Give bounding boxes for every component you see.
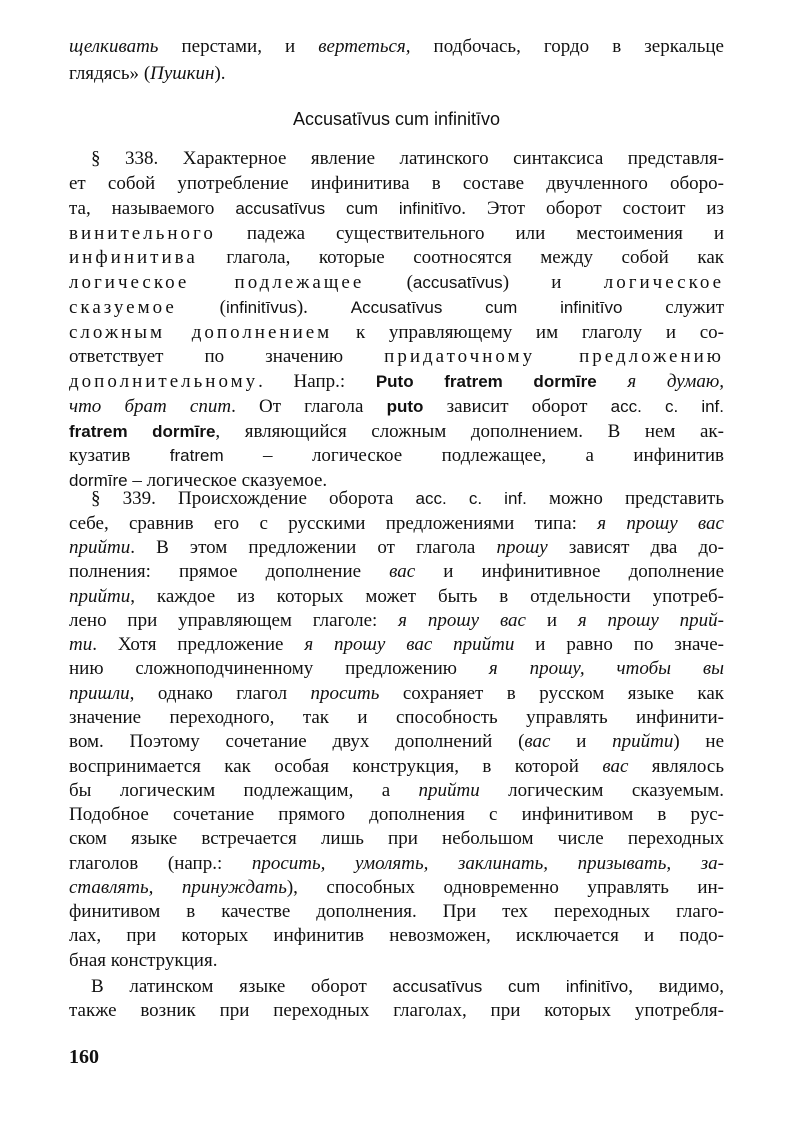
text: , видимо, [628,976,724,997]
text: ) и [502,272,604,293]
text: и инфинитивное дополнение [415,561,725,582]
text: . В этом предложении от глагола [130,537,497,558]
text: ответствует по значению [69,346,385,367]
text-line [69,633,724,657]
text: – логическое сказуемое. [127,470,328,491]
latin-term: infinitīvus [225,298,297,317]
text-line [69,536,724,560]
italic-text: я прошу вас [597,513,724,534]
text-line [69,560,724,584]
text: нию сложноподчиненному предложению [69,658,489,679]
text-line [69,779,724,803]
text: перстами, и [158,36,319,57]
text: ) не [673,731,725,752]
text-line [69,975,724,999]
text: , однако глагол [129,683,311,704]
latin-term: fratrem [169,446,224,465]
latin-term: dormīre [69,471,128,490]
text-line [69,876,724,900]
spaced-term: инфинитива [69,247,198,268]
text: себе, сравнив его с русскими предложениями типа: [69,513,598,534]
text: , каждое из которых может быть в отдельности употреб- [130,586,724,607]
latin-term: Accusatīvus cum infinitīvo [350,298,623,317]
text: ). [296,297,351,318]
text: ), способных одновременно управлять ин- [286,877,725,898]
spaced-term: логическое подлежащее [69,272,365,293]
text-line [69,370,724,394]
text-line [69,62,724,86]
text-line [69,296,724,320]
text: и [550,731,613,752]
text-line [69,827,724,851]
text: можно представить [526,488,724,509]
text: служит [622,297,725,318]
text-line [69,172,724,196]
text: зависит оборот [423,396,611,417]
text: . Этот оборот состоит из [461,198,724,219]
italic-text: просить, умолять, заклинать, призывать, за- [251,853,724,874]
text: § 339. Происхождение оборота [91,488,416,509]
italic-text: что брат спит [69,396,232,417]
italic-text: щелкивать [69,36,159,57]
text: та, называемого [69,198,236,219]
text: значение переходного, так и способность управлять инфинити- [69,707,724,728]
latin-example: puto [386,397,424,416]
text: воспринимается как особая конструкция, в которой [69,756,603,777]
text-line [69,487,724,511]
italic-text: вас [389,561,416,582]
text-line [69,246,724,270]
italic-text: вертеться, [318,36,411,57]
text-line [69,852,724,876]
text: ( [364,272,413,293]
text-line [69,321,724,345]
latin-example: fratrem dormīre [69,422,216,441]
text: . От глагола [231,396,387,417]
text: кузатив [69,445,170,466]
italic-text: прийти [69,537,131,558]
text-line [69,271,724,295]
text: , являющийся сложным дополнением. В нем ак- [215,421,724,442]
text: . Напр.: [258,371,376,392]
text: и [526,610,578,631]
text: – логическое подлежащее, а инфинитив [223,445,724,466]
section-heading: Accusatīvus cum infinitīvo [292,109,501,129]
text: глядясь» [69,63,140,84]
text-line [69,682,724,706]
text-line [69,420,724,444]
text: лено при управляющем глаголе: [69,610,399,631]
latin-term: accusatīvus cum infinitīvo [235,199,462,218]
italic-text: вас [602,756,629,777]
text-line [69,222,724,246]
latin-term: acc. c. inf. [610,397,724,416]
text: являлось [628,756,725,777]
text: глаголов (напр.: [69,853,252,874]
italic-text: просить [310,683,380,704]
text: сохраняет в русском языке как [379,683,724,704]
text-line [69,949,724,973]
italic-text: Пушкин [150,63,215,84]
italic-text: я прошу прий- [577,610,725,631]
text-line [69,197,724,221]
text: ском языке встречается лишь при небольшом числе переходных [69,828,724,849]
text: лах, при которых инфинитив невозможен, исключается и подо- [69,925,724,946]
text: финитивом в качестве дополнения. При тех переходных глаго- [69,901,724,922]
spaced-term: придаточному предложению [384,346,724,367]
text-line [69,345,724,369]
italic-text: ти [69,634,93,655]
text: к управляющему им глаголу и со- [332,322,724,343]
italic-text: я прошу, чтобы вы [488,658,724,679]
text: падежа существительного или местоимения и [215,223,724,244]
text: полнения: прямое дополнение [69,561,390,582]
spaced-term: сложным дополнением [69,322,333,343]
italic-text: пришли [69,683,130,704]
text: зависят два до- [547,537,724,558]
text-line [69,900,724,924]
text: подбочась, гордо в зеркальце [410,36,724,57]
italic-text: прийти [612,731,674,752]
text: также возник при переходных глаголах, при которых употребля- [69,1000,724,1021]
text: и равно по значе- [514,634,724,655]
text-line [69,35,724,59]
latin-term: accusatīvus [412,273,503,292]
text-line [69,924,724,948]
italic-text: прошу [496,537,548,558]
latin-term: acc. c. inf. [415,489,527,508]
text: ( [139,63,151,84]
text: ет собой употребление инфинитива в составе двучленного оборо- [69,173,724,194]
latin-example: Puto fratrem dormīre [375,372,597,391]
italic-text: ставлять, принуждать [69,877,287,898]
italic-text: прийти [418,780,480,801]
text: ( [176,297,226,318]
text-line [69,585,724,609]
text: логическим сказуемым. [479,780,724,801]
latin-term: accusatīvus cum infinitīvo [392,977,629,996]
text: § 338. Характерное явление латинского синтаксиса представля- [91,148,724,169]
spaced-term: логическое [603,272,725,293]
text-line [69,730,724,754]
text-line [69,657,724,681]
italic-text: я думаю, [596,371,724,392]
text-line [69,803,724,827]
text: бная конструкция. [69,950,218,971]
italic-text: вас [524,731,551,752]
text-line [69,147,724,171]
italic-text: прийти [69,586,131,607]
italic-text: я прошу вас прийти [304,634,515,655]
page-number: 160 [69,1046,99,1068]
spaced-term: дополнительному [69,371,259,392]
text: глагола, которые соотносятся между собой как [197,247,724,268]
text-line [69,999,724,1023]
text-line [69,444,724,468]
text: ). [214,63,226,84]
spaced-term: сказуемое [69,297,177,318]
text: вом. Поэтому сочетание двух дополнений ( [69,731,525,752]
text-line [69,706,724,730]
text: Подобное сочетание прямого дополнения с инфинитивом в рус- [69,804,724,825]
italic-text: я прошу вас [398,610,526,631]
text: бы логическим подлежащим, а [69,780,419,801]
text-line [69,609,724,633]
text-line [69,395,724,419]
spaced-term: винительного [69,223,216,244]
text: В латинском языке оборот [91,976,393,997]
text: . Хотя предложение [92,634,305,655]
text-line [69,755,724,779]
text-line [69,512,724,536]
